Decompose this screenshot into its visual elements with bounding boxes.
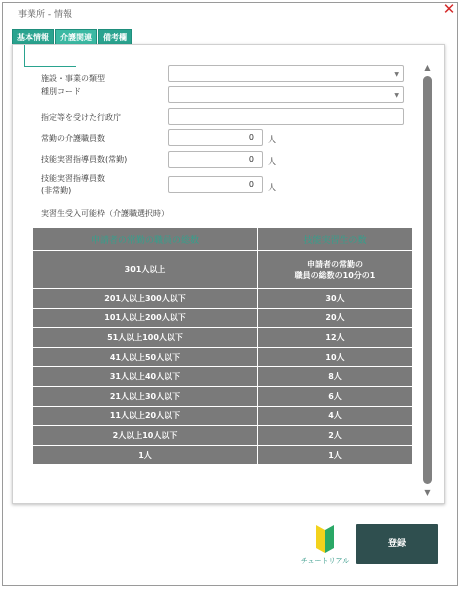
tutorial-label: チュートリアル <box>300 557 350 565</box>
chevron-down-icon: ▼ <box>394 71 399 78</box>
table-header: 技能実習生の数 <box>258 228 413 251</box>
type-code-select[interactable] <box>168 86 404 103</box>
dialog-title: 事業所 - 情報 <box>18 10 72 20</box>
table-cell: 12人 <box>258 328 413 348</box>
register-button[interactable]: 登録 <box>356 524 438 564</box>
table-row <box>33 386 413 406</box>
table-row <box>33 445 413 465</box>
facility-type-label: 施設・事業の類型 <box>41 74 105 83</box>
tab-care-related[interactable]: 介護関連 <box>55 29 97 45</box>
table-row <box>33 367 413 387</box>
designated-authority-input[interactable] <box>168 108 404 125</box>
designated-authority-label: 指定等を受けた行政庁 <box>41 113 121 122</box>
table-cell: 31人以上40人以下 <box>33 367 258 387</box>
table-cell: 20人 <box>258 308 413 328</box>
capacity-label: 実習生受入可能枠（介護職選択時） <box>41 209 169 218</box>
table-row <box>33 328 413 348</box>
table-cell: 101人以上200人以下 <box>33 308 258 328</box>
table-cell: 301人以上 <box>33 251 258 289</box>
table-cell: 10人 <box>258 347 413 367</box>
beginner-mark-icon <box>300 522 350 556</box>
table-cell: 4人 <box>258 406 413 426</box>
table-row <box>33 308 413 328</box>
table-cell: 6人 <box>258 386 413 406</box>
tab-connector-line <box>24 45 25 67</box>
tutorial-button[interactable] <box>300 522 350 566</box>
scroll-up-icon[interactable]: ▲ <box>424 63 431 72</box>
tab-remarks[interactable]: 備考欄 <box>98 29 132 45</box>
table-cell: 申請者の常勤の 職員の総数の10分の1 <box>258 251 413 289</box>
table-cell: 30人 <box>258 289 413 309</box>
tab-basic-info[interactable]: 基本情報 <box>12 29 54 45</box>
instructors-parttime-input[interactable]: 0 <box>168 176 263 193</box>
instructors-fulltime-input[interactable]: 0 <box>168 151 263 168</box>
table-row <box>33 251 413 289</box>
instructors-parttime-label-sub: (非常勤) <box>41 186 72 195</box>
table-row <box>33 347 413 367</box>
type-code-label: 種別コード <box>41 87 81 96</box>
table-row <box>33 289 413 309</box>
scrollbar[interactable] <box>423 76 432 484</box>
table-cell: 11人以上20人以下 <box>33 406 258 426</box>
table-cell: 51人以上100人以下 <box>33 328 258 348</box>
chevron-down-icon: ▼ <box>394 92 399 99</box>
table-cell: 8人 <box>258 367 413 387</box>
facility-type-select[interactable] <box>168 65 404 82</box>
table-cell: 201人以上300人以下 <box>33 289 258 309</box>
close-icon[interactable]: ✕ <box>442 0 456 18</box>
table-cell: 1人 <box>33 445 258 465</box>
table-cell: 2人 <box>258 426 413 446</box>
scroll-down-icon[interactable]: ▼ <box>424 488 431 497</box>
tab-bar <box>12 29 133 45</box>
fulltime-caregivers-input[interactable]: 0 <box>168 129 263 146</box>
table-cell: 1人 <box>258 445 413 465</box>
table-cell: 21人以上30人以下 <box>33 386 258 406</box>
table-row <box>33 406 413 426</box>
unit-label: 人 <box>268 135 276 144</box>
unit-label: 人 <box>268 157 276 166</box>
instructors-parttime-label: 技能実習指導員数 <box>41 174 105 183</box>
tab-connector-line <box>24 66 76 67</box>
table-cell: 2人以上10人以下 <box>33 426 258 446</box>
unit-label: 人 <box>268 183 276 192</box>
table-header: 申請者の常勤の職員の総数 <box>33 228 258 251</box>
table-cell: 41人以上50人以下 <box>33 347 258 367</box>
table-row <box>33 426 413 446</box>
instructors-fulltime-label: 技能実習指導員数(常勤) <box>41 155 128 164</box>
fulltime-caregivers-label: 常勤の介護職員数 <box>41 134 105 143</box>
quota-table <box>32 227 413 465</box>
